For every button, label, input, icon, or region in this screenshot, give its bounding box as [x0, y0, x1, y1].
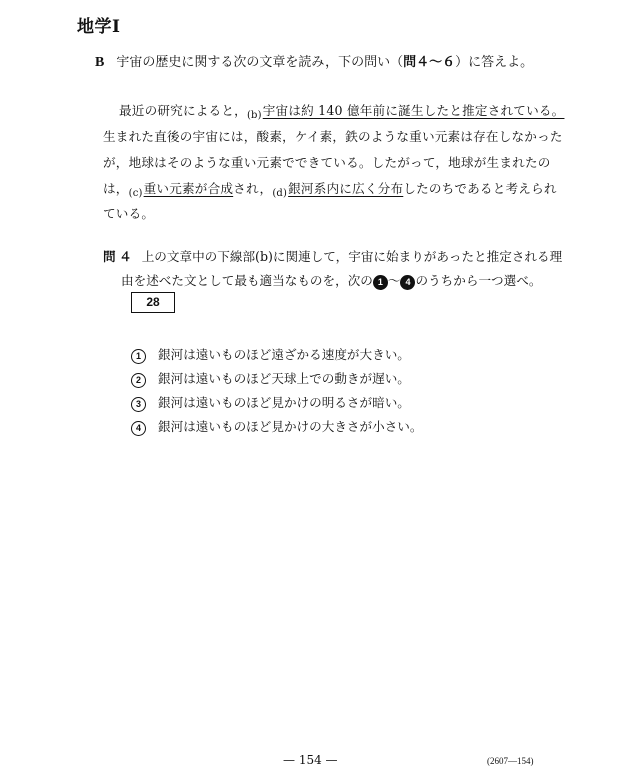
exam-code: (2607—154)	[487, 756, 534, 766]
page-number: — 154 —	[283, 753, 338, 767]
choice-number: 1	[131, 349, 146, 364]
question-text-2-post: のうちから一つ選べ。	[415, 273, 542, 288]
choice-text: 銀河は遠いものほど天球上での動きが遅い。	[158, 371, 410, 386]
underline-c-text: 重い元素が合成	[143, 181, 234, 196]
passage-line-4	[103, 178, 557, 197]
passage-l4-mid: され，	[233, 181, 273, 196]
range-end-numeral: 4	[400, 275, 415, 290]
underline-mark-b: (b)	[246, 110, 262, 121]
question-text-1: 上の文章中の下線部(b)に関連して，宇宙に始まりがあったと推定される理	[141, 249, 563, 264]
choice-3[interactable]	[131, 392, 410, 412]
underline-d-text: 銀河系内に広く分布	[288, 181, 404, 196]
instruction-question-range: 問４～６	[403, 55, 456, 70]
section-b-instruction	[95, 51, 533, 71]
choice-text: 銀河は遠いものほど見かけの大きさが小さい。	[158, 419, 423, 434]
question-text-2-pre: 由を述べた文として最も適当なものを，次の	[121, 273, 373, 288]
choice-text: 銀河は遠いものほど遠ざかる速度が大きい。	[158, 347, 410, 362]
underline-b-text: 宇宙は約 140 億年前に誕生したと推定されている。	[262, 103, 565, 118]
choice-4[interactable]	[131, 416, 422, 436]
underline-mark-d: (d)	[272, 188, 288, 199]
choice-number: 2	[131, 373, 146, 388]
passage-line-5: ている。	[103, 206, 155, 221]
passage-line-1	[119, 100, 564, 119]
range-separator: ～	[387, 273, 401, 288]
choice-number: 3	[131, 397, 146, 412]
instruction-post: ）に答えよ。	[455, 55, 534, 70]
passage-l4-pre: は，	[103, 181, 129, 196]
range-start-numeral: 1	[373, 275, 388, 290]
choice-text: 銀河は遠いものほど見かけの明るさが暗い。	[158, 395, 410, 410]
passage-line-3: が，地球はそのような重い元素でできている。したがって，地球が生まれたの	[103, 155, 551, 170]
passage-l4-post: したのちであると考えられ	[403, 181, 557, 196]
passage-l1-pre: 最近の研究によると，	[119, 103, 247, 118]
question-label: 問 ４	[103, 250, 132, 264]
section-letter: B	[95, 55, 105, 70]
question-4-line-1	[103, 246, 562, 265]
subject-heading: 地学Ⅰ	[77, 17, 121, 37]
question-4-line-2	[121, 270, 541, 290]
passage-line-2: 生まれた直後の宇宙には，酸素，ケイ素，鉄のような重い元素は存在しなかった	[103, 129, 563, 144]
instruction-pre: 宇宙の歴史に関する次の文章を読み，下の問い（	[116, 55, 404, 70]
underline-mark-c: (c)	[128, 188, 143, 199]
choice-number: 4	[131, 421, 146, 436]
answer-box: 28	[131, 292, 175, 313]
choice-2[interactable]	[131, 368, 410, 388]
choice-1[interactable]	[131, 344, 410, 364]
